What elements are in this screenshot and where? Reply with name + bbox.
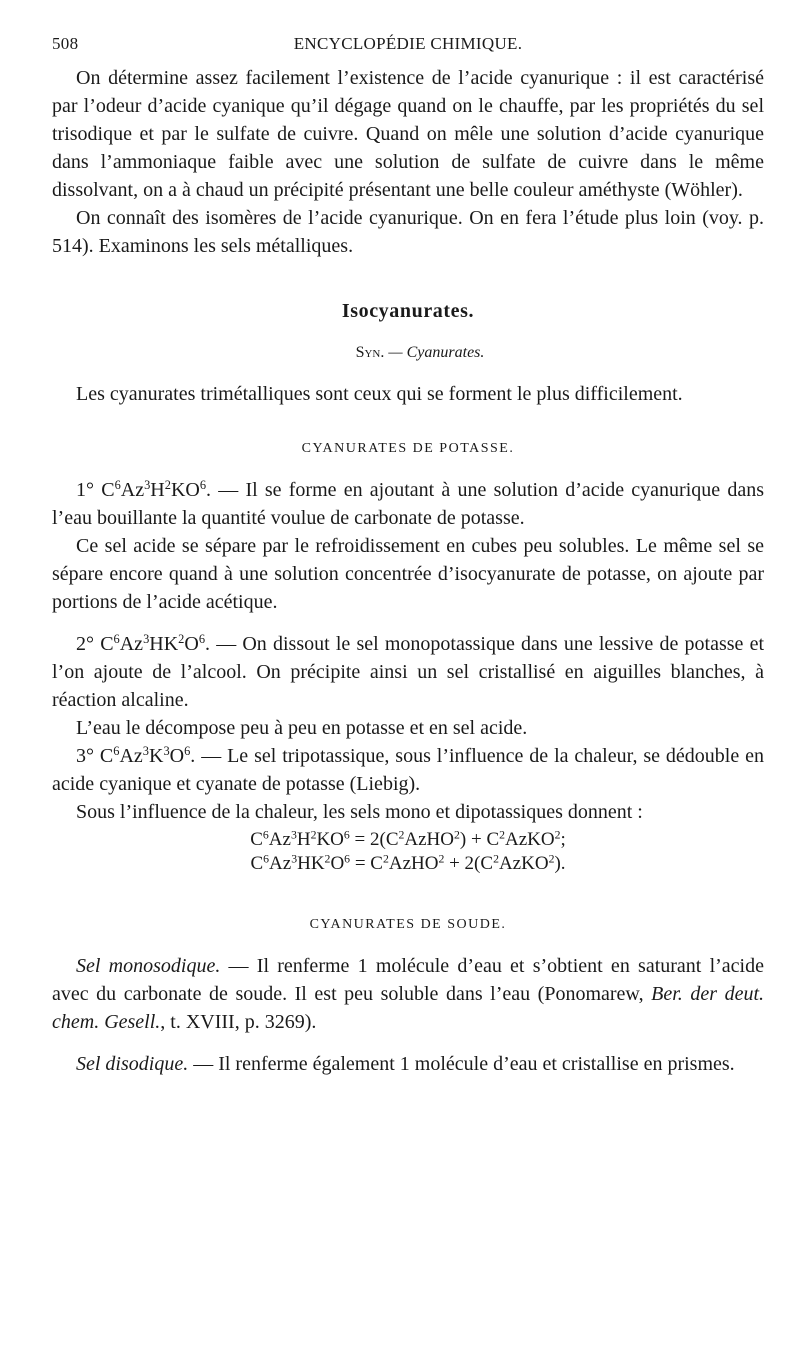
item-number: 1°	[76, 479, 94, 501]
paragraph-isomers: On connaît des isomères de l’acide cyanurique. On en fera l’étude plus loin (voy. p. 514). Examinons les sels métalliques.	[52, 207, 764, 257]
item-text: . — Il se forme en ajoutant à une solution d’acide cyanurique dans l’eau bouillante la quantité voulue de carbonate de potasse.	[52, 479, 765, 529]
paragraph-water-decomposition: L’eau le décompose peu à peu en potasse et en sel acide.	[76, 717, 528, 739]
paragraph-monosodium	[52, 952, 764, 1036]
equation-block	[52, 828, 764, 876]
paragraph-trimetallic: Les cyanurates trimétalliques sont ceux qui se forment le plus difficilement.	[76, 383, 683, 405]
synonym-label: Syn.	[355, 344, 385, 361]
running-title: ENCYCLOPÉDIE CHIMIQUE.	[293, 34, 523, 53]
synonym-text: — Cyanurates.	[388, 344, 485, 361]
page-body	[52, 64, 764, 1078]
running-header	[52, 34, 764, 58]
equation-1: $C^6Az^3H^2KO^6$ = $2(C^2AzHO^2)$ + $C^2AzKO^2$;	[250, 828, 566, 850]
text-monosodium: — Il renferme 1 molécule d’eau et s’obtient en saturant l’acide avec du carbonate de soude. Il est peu soluble dans l’eau (Ponomarew,	[52, 955, 764, 1005]
paragraph-acid-salt: Ce sel acide se sépare par le refroidissement en cubes peu solubles. Le même sel se sépare encore quand à une solution concentrée d’isocyanurate de potasse, on ajoute par portions de l’acide acétique.	[52, 535, 764, 613]
item-number: 2°	[76, 633, 94, 655]
section-title: Isocyanurates.	[341, 300, 475, 322]
paragraph-disodium	[52, 1050, 764, 1078]
item-monopotassium	[52, 476, 764, 532]
item-tripotassium	[52, 742, 764, 798]
item-number: 3°	[76, 745, 94, 767]
formula-dipotassium: $C^6Az^3HK^2O^6$	[100, 632, 206, 655]
subsection-title-soude: CYANURATES DE SOUDE.	[309, 917, 507, 932]
synonym-line	[52, 340, 764, 366]
text-disodium: — Il renferme également 1 molécule d’eau et cristallise en prismes.	[188, 1053, 735, 1075]
page-number: 508	[52, 34, 79, 53]
lead-disodium: Sel disodique.	[76, 1053, 189, 1075]
citation-journal: Ber. der deut. chem. Gesell.	[52, 983, 764, 1033]
citation-end: , t. XVIII, p. 3269).	[160, 1011, 317, 1033]
item-text: . — Le sel tripotassique, sous l’influence de la chaleur, se dédouble en acide cyanique et cyanate de potasse (Liebig).	[52, 745, 764, 795]
subsection-title-potasse: CYANURATES DE POTASSE.	[301, 441, 515, 456]
lead-monosodium: Sel monosodique.	[76, 955, 221, 977]
paragraph-detection: On détermine assez facilement l’existence de l’acide cyanurique : il est caractérisé par l’odeur d’acide cyanique qu’il dégage quand on le chauffe, par les propriétés du sel trisodique et par le sulfate de cuivre. Quand on mêle une solution d’acide cyanurique dans l’ammoniaque faible avec une solution de sulfate de cuivre dans le même dissolvant, on a à chaud un précipité présentant une belle couleur améthyste (Wöhler).	[52, 67, 764, 201]
item-text: . — On dissout le sel monopotassique dans une lessive de potasse et l’on ajoute de l’alcool. On précipite ainsi un sel cristallisé en aiguilles blanches, à réaction alcaline.	[52, 633, 765, 711]
formula-monopotassium: $C^6Az^3H^2KO^6$	[101, 478, 207, 501]
formula-tripotassium: $C^6Az^3K^3O^6$	[99, 744, 191, 767]
item-dipotassium	[52, 630, 764, 714]
paragraph-heat-influence: Sous l’influence de la chaleur, les sels mono et dipotassiques donnent :	[76, 801, 643, 823]
equation-2: $C^6Az^3HK^2O^6$ = $C^2AzHO^2$ + $2(C^2AzKO^2)$.	[250, 852, 566, 874]
